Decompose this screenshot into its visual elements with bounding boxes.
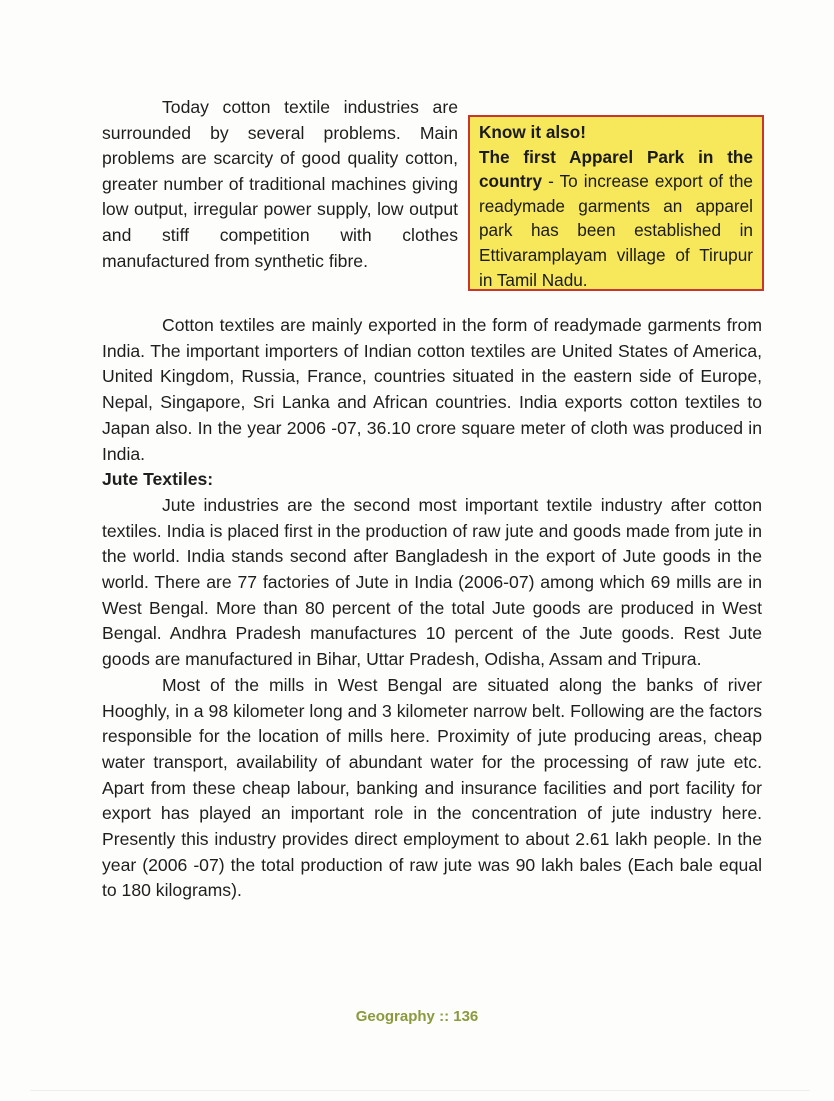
intro-paragraph: Today cotton textile industries are surrounded by several problems. Main problems are scarcity of good quality cotton, greater number of traditional machines giving low output, irregular power supply, low output and stiff competition with clothes manufactured from synthetic fibre. — [102, 97, 458, 271]
page-footer — [0, 1008, 834, 1025]
know-it-also-box — [468, 115, 764, 291]
cotton-export-paragraph: Cotton textiles are mainly exported in the form of readymade garments from India. The important importers of Indian cotton textiles are United States of America, United Kingdom, Russia, France, countries situated in the eastern side of Europe, Nepal, Singapore, Sri Lanka and African countries. India exports cotton textiles to Japan also. In the year 2006 -07, 36.10 crore square meter of cloth was produced in India. — [102, 315, 762, 464]
jute-mills-location-paragraph: Most of the mills in West Bengal are situated along the banks of river Hooghly, in a 98 kilometer long and 3 kilometer narrow belt. Following are the factors responsible for the location of mills here. Proximity of jute producing areas, cheap water transport, availability of abundant water for the processing of raw jute etc. Apart from these cheap labour, banking and insurance facilities and port facility for export has played an important role in the concentration of jute industry here. Presently this industry provides direct employment to about 2.61 lakh people. In the year (2006 -07) the total production of raw jute was 90 lakh bales (Each bale equal to 180 kilograms). — [102, 674, 762, 901]
jute-textiles-heading: Jute Textiles: — [102, 469, 214, 490]
know-box-bold-lead: The first Apparel Park in the country — [479, 146, 753, 192]
know-box-body — [479, 145, 753, 293]
footer-page-label: Geography :: 136 — [355, 1008, 479, 1025]
page-crease — [30, 1090, 810, 1091]
jute-industry-paragraph: Jute industries are the second most important textile industry after cotton textiles. India is placed first in the production of raw jute and goods made from jute in the world. India stands second after Bangladesh in the export of Jute goods in the world. There are 77 factories of Jute in India (2006-07) among which 69 mills are in West Bengal. More than 80 percent of the total Jute goods are produced in West Bengal. Andhra Pradesh manufactures 10 percent of the Jute goods. Rest Jute goods are manufactured in Bihar, Uttar Pradesh, Odisha, Assam and Tripura. — [102, 494, 762, 670]
main-text — [102, 313, 762, 904]
know-box-title: Know it also! — [479, 122, 586, 142]
know-box-text: - To increase export of the readymade garments an apparel park has been established in Ettivaramplayam village of Tirupur in Tamil Nadu. — [479, 171, 753, 290]
top-section — [102, 95, 764, 305]
